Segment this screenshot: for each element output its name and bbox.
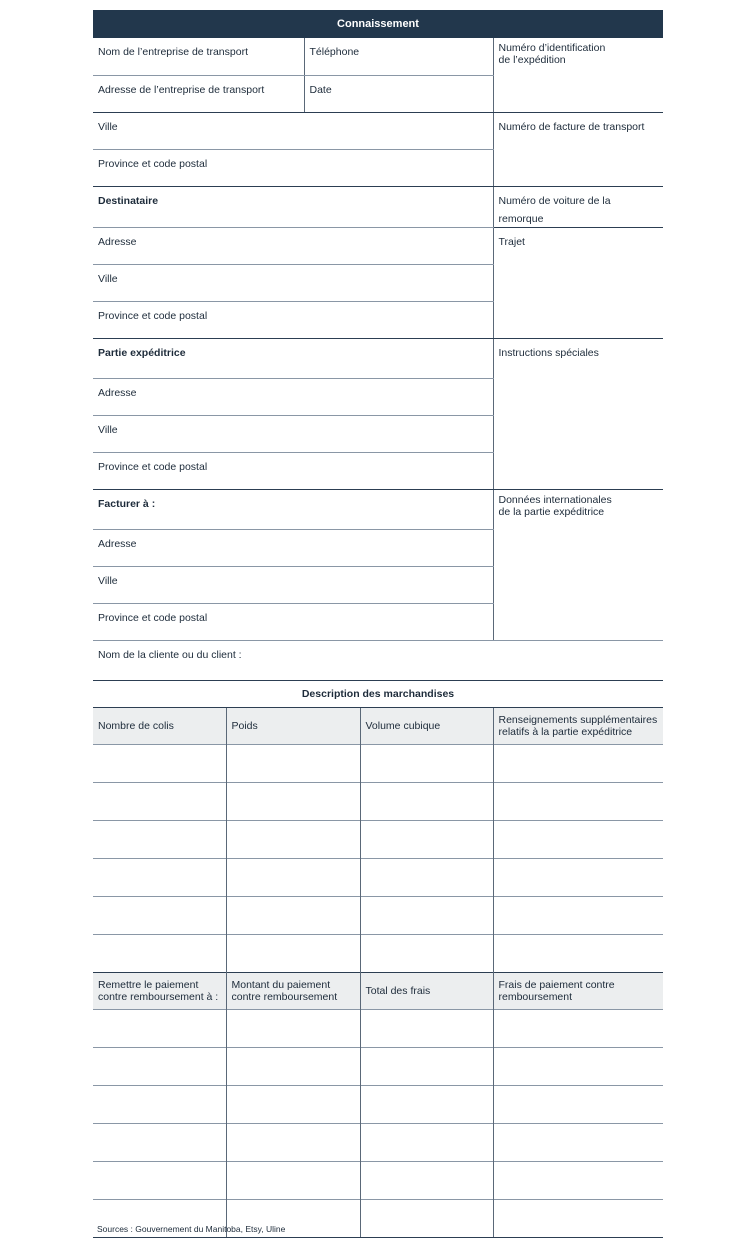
consignee-province-field[interactable] [93,301,493,338]
additional-info-header: Renseignements supplémentaires relatifs à la partie expéditrice [493,708,663,745]
table-row [93,1048,663,1086]
table-cell[interactable] [93,897,226,935]
carrier-name-field[interactable] [93,38,304,75]
bill-province-label: Province et code postal [98,611,208,624]
route-field[interactable] [493,227,663,338]
table-cell[interactable] [360,897,493,935]
bill-to-field[interactable] [93,489,493,529]
table-cell[interactable] [360,745,493,783]
table-row [93,745,663,783]
bill-city-label: Ville [98,574,118,587]
table-cell[interactable] [93,1162,226,1200]
international-data-field[interactable] [493,489,663,640]
bill-to-label: Facturer à : [98,497,156,510]
table-cell[interactable] [360,1200,493,1238]
table-cell[interactable] [93,1086,226,1124]
special-instructions-field[interactable] [493,338,663,489]
table-cell[interactable] [226,821,360,859]
bill-address-label: Adresse [98,537,137,550]
bill-address-field[interactable] [93,529,493,566]
consignee-city-field[interactable] [93,264,493,301]
bill-city-field[interactable] [93,566,493,603]
table-row [93,1124,663,1162]
table-row [93,859,663,897]
table-cell[interactable] [360,1162,493,1200]
table-row [93,1162,663,1200]
sources-note: Sources : Gouvernement du Manitoba, Etsy, Uline [97,1224,286,1234]
consignee-address-field[interactable] [93,227,493,264]
date-field[interactable] [304,75,493,112]
shipment-id-field[interactable] [493,38,663,112]
table-cell[interactable] [493,859,663,897]
carrier-address-field[interactable] [93,75,304,112]
freight-invoice-field[interactable] [493,112,663,186]
province-label: Province et code postal [98,157,208,170]
customer-name-label: Nom de la cliente ou du client : [98,648,242,661]
table-cell[interactable] [93,935,226,973]
city-label: Ville [98,120,118,133]
table-cell[interactable] [360,1010,493,1048]
cod-amount-header: Montant du paiement contre remboursement [226,973,360,1010]
special-instructions-label: Instructions spéciales [498,346,599,359]
table-cell[interactable] [226,897,360,935]
goods-description-title: Description des marchandises [93,680,663,708]
table-cell[interactable] [493,897,663,935]
table-cell[interactable] [493,1086,663,1124]
goods-table [93,708,663,1238]
table-row [93,1086,663,1124]
trailer-number-label: Numéro de voiture de la remorque [498,194,611,225]
party-details-table [93,38,663,680]
shipper-city-field[interactable] [93,415,493,452]
table-cell[interactable] [226,1086,360,1124]
table-cell[interactable] [226,859,360,897]
city-field[interactable] [93,112,493,149]
cod-fee-header: Frais de paiement contre remboursement [493,973,663,1010]
table-cell[interactable] [493,1200,663,1238]
customer-name-field[interactable] [93,640,663,680]
table-cell[interactable] [93,1010,226,1048]
table-row [93,821,663,859]
shipper-address-label: Adresse [98,386,137,399]
cubic-volume-header: Volume cubique [360,708,493,745]
table-cell[interactable] [226,1048,360,1086]
table-cell[interactable] [93,745,226,783]
international-data-label: Données internationales de la partie expéditrice [498,493,612,518]
table-cell[interactable] [493,1048,663,1086]
carrier-address-label: Adresse de l’entreprise de transport [98,83,265,96]
shipper-field[interactable] [93,338,493,378]
table-cell[interactable] [226,745,360,783]
weight-header: Poids [226,708,360,745]
table-cell[interactable] [493,1124,663,1162]
consignee-province-label: Province et code postal [98,309,208,322]
phone-field[interactable] [304,38,493,75]
table-row [93,897,663,935]
shipper-label: Partie expéditrice [98,346,186,359]
table-cell[interactable] [360,783,493,821]
remit-cod-header: Remettre le paiement contre remboursement à : [93,973,226,1010]
table-cell[interactable] [93,859,226,897]
table-cell[interactable] [226,1162,360,1200]
consignee-field[interactable] [93,186,493,227]
bill-province-field[interactable] [93,603,493,640]
bill-of-lading-form [93,10,663,1238]
form-title: Connaissement [93,10,663,38]
table-cell[interactable] [93,1124,226,1162]
province-field[interactable] [93,149,493,186]
table-cell[interactable] [493,821,663,859]
phone-label: Téléphone [309,46,360,58]
table-cell[interactable] [360,1086,493,1124]
table-cell[interactable] [493,1010,663,1048]
table-cell[interactable] [360,1048,493,1086]
table-cell[interactable] [226,783,360,821]
table-cell[interactable] [493,1162,663,1200]
shipper-province-field[interactable] [93,452,493,489]
route-label: Trajet [498,235,525,248]
table-cell[interactable] [360,935,493,973]
table-row [93,935,663,973]
total-charges-header: Total des frais [360,973,493,1010]
table-row [93,783,663,821]
consignee-label: Destinataire [98,194,159,207]
table-cell[interactable] [226,1010,360,1048]
table-cell[interactable] [226,1124,360,1162]
table-cell[interactable] [493,745,663,783]
shipper-address-field[interactable] [93,378,493,415]
table-cell[interactable] [93,783,226,821]
freight-invoice-label: Numéro de facture de transport [498,120,645,133]
table-cell[interactable] [226,935,360,973]
consignee-city-label: Ville [98,272,118,285]
shipper-city-label: Ville [98,423,118,436]
consignee-address-label: Adresse [98,235,137,248]
table-cell[interactable] [360,859,493,897]
date-label: Date [309,83,332,96]
packages-count-header: Nombre de colis [93,708,226,745]
table-cell[interactable] [93,1048,226,1086]
shipment-id-label: Numéro d’identification de l’expédition [498,42,606,66]
table-cell[interactable] [93,821,226,859]
shipper-province-label: Province et code postal [98,460,208,473]
table-row [93,1010,663,1048]
table-cell[interactable] [360,821,493,859]
table-cell[interactable] [360,1124,493,1162]
carrier-name-label: Nom de l’entreprise de transport [98,46,248,58]
trailer-number-field[interactable] [493,186,663,227]
table-cell[interactable] [493,935,663,973]
table-cell[interactable] [493,783,663,821]
